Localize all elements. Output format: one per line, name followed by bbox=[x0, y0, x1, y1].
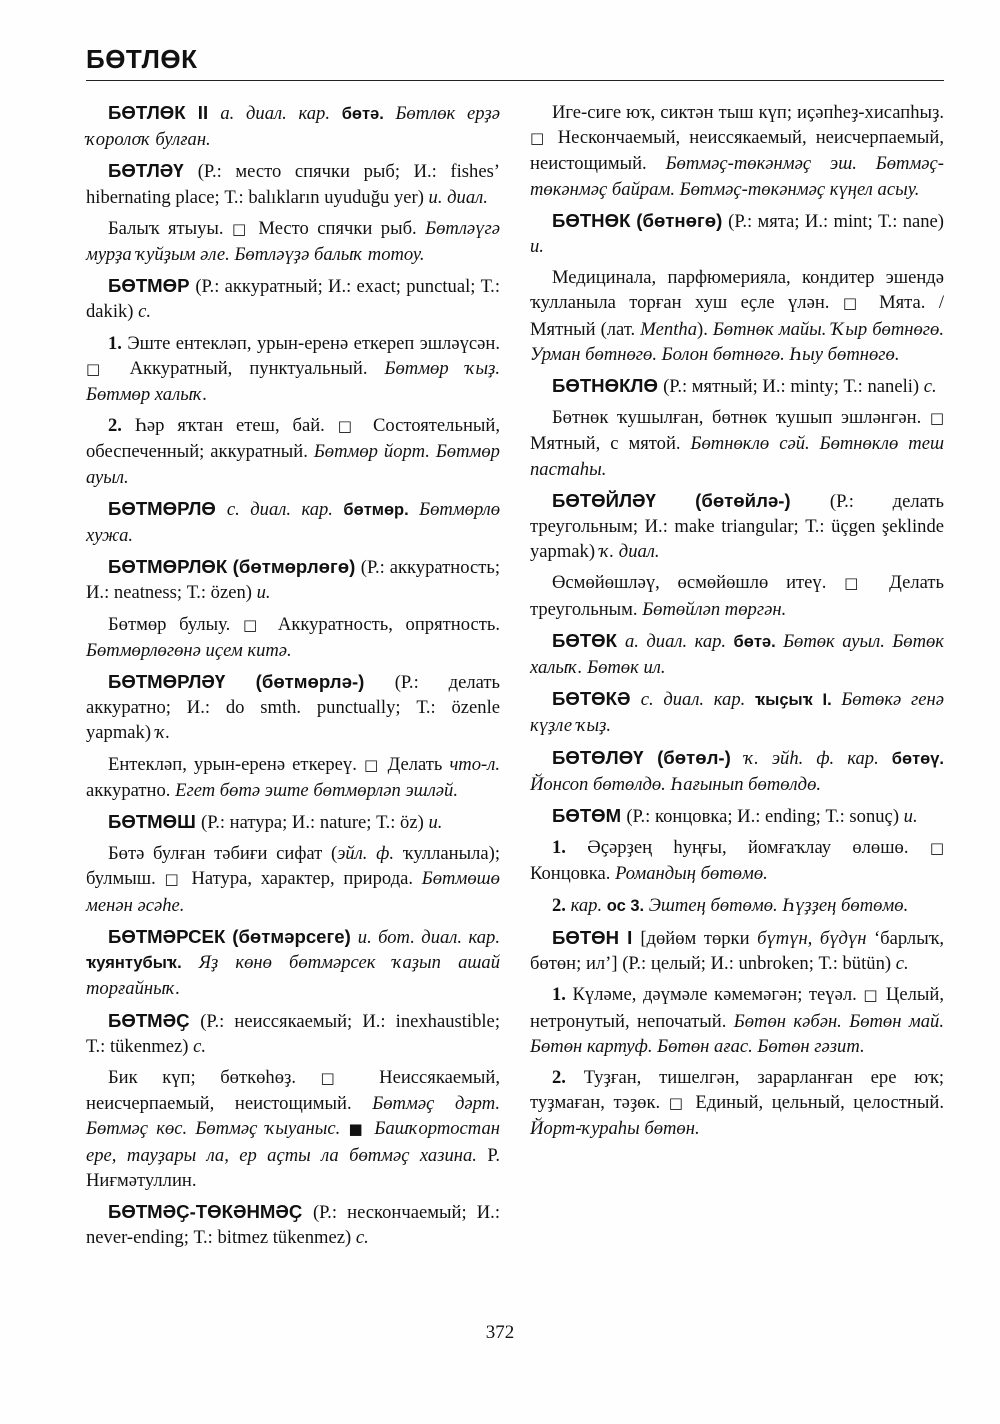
italic-text: Бөтмәҫ-төкәнмәҫ эш. Бөтмәҫ-төкәнмәҫ байрам. Бөтмәҫ-төкәнмәҫ күңел асыу. bbox=[530, 153, 945, 200]
dictionary-paragraph bbox=[86, 669, 500, 746]
translation-marker-icon: □ bbox=[337, 417, 361, 436]
headword: БӨТНӨК (бөтнөгө) bbox=[552, 209, 729, 231]
dictionary-paragraph bbox=[86, 496, 500, 548]
page-number: 372 bbox=[485, 1322, 515, 1343]
cross-reference: ос 3. bbox=[606, 896, 649, 915]
translation-marker-icon: □ bbox=[232, 219, 250, 238]
headword: БӨТМӨРЛӨК (бөтмөрлөгө) bbox=[108, 556, 361, 578]
headword: БӨТЛӘҮ bbox=[108, 160, 198, 182]
body-text: Һәр яҡтан етеш, бай. bbox=[121, 415, 338, 437]
dictionary-paragraph bbox=[86, 331, 500, 408]
body-text: Өсмөйөшләү, өсмөйөшлө итеү. bbox=[552, 572, 845, 594]
dictionary-paragraph bbox=[530, 405, 944, 482]
translation-marker-icon: □ bbox=[320, 1068, 355, 1087]
body-text: Делать треугольным. bbox=[530, 572, 944, 620]
cross-reference: бөтә. bbox=[733, 632, 784, 651]
body-text: Әҫәрҙең һуңғы, йомғаҡлау өлөшө. bbox=[565, 837, 930, 859]
translation-marker-icon: □ bbox=[164, 870, 183, 889]
body-text: Бөтнөк ҡушылған, бөтнөк ҡушып эшләнгән. bbox=[552, 407, 930, 429]
headword: БӨТЛӨК II bbox=[108, 102, 221, 123]
dictionary-paragraph bbox=[86, 554, 500, 605]
body-text: Иге-сиге юҡ, сиктән тыш күп; иҫәпһеҙ-хисапһыҙ. bbox=[552, 102, 944, 123]
italic-text: и. bbox=[256, 582, 271, 604]
italic-text: Бөтмөр йорт. Бөтмөр ауыл. bbox=[86, 441, 500, 488]
translation-marker-icon: □ bbox=[842, 294, 866, 313]
headword: БӨТӨК bbox=[552, 629, 625, 651]
body-text: Мята. / Мятный (лат. bbox=[530, 292, 944, 340]
dictionary-paragraph bbox=[530, 686, 944, 738]
body-text: Эште ентекләп, урын-еренә еткереп эшләүсән. bbox=[121, 332, 500, 354]
body-text: Неиссякаемый, неисчерпаемый, неистощимый. bbox=[86, 1066, 500, 1115]
dictionary-paragraph bbox=[86, 1008, 500, 1059]
body-text: Туҙған, тишелгән, зарарланған ере юҡ; туҙмаған, тәҙөк. bbox=[530, 1066, 944, 1114]
headword: БӨТМӘҪ-ТӨКӘНМӘҪ bbox=[108, 1200, 313, 1222]
sense-number: 1. bbox=[552, 837, 566, 859]
headword: БӨТМӘРСЕК (бөтмәрсеге) bbox=[108, 925, 358, 947]
body-text: Делать bbox=[380, 753, 450, 775]
sense-number: 2. bbox=[552, 894, 566, 916]
cross-reference: бөтмөр. bbox=[343, 500, 420, 519]
italic-text: ҡ. диал. bbox=[599, 541, 660, 563]
headword: БӨТӨМ bbox=[552, 805, 627, 827]
translation-marker-icon: □ bbox=[242, 615, 266, 634]
header-rule bbox=[86, 80, 944, 81]
body-text: Ентекләп, урын-еренә еткереү. bbox=[108, 753, 364, 775]
italic-text: с. bbox=[193, 1035, 206, 1057]
dictionary-paragraph bbox=[86, 924, 500, 1002]
italic-text: Бөтөйләп төргән. bbox=[642, 598, 787, 620]
translation-marker-icon: □ bbox=[929, 409, 944, 428]
body-text: Целый, нетронутый, непочатый. bbox=[530, 984, 944, 1032]
italic-text: Бөтнөк майы. Ҡыр бөтнөгө. Урман бөтнөгө. Болон бөтнөгө. Һыу бөтнөгө. bbox=[530, 318, 944, 365]
italic-text: ҡ. эйһ. ф. кар. bbox=[744, 747, 892, 769]
body-text: Концовка. bbox=[530, 863, 616, 885]
body-text: Медицинала, парфюмерияла, кондитер эшендә ҡулланыла торған хуш еҫле үлән. bbox=[530, 267, 944, 314]
body-text: (Р.: аккуратный; И.: exact; punctual; Т.: dakik) bbox=[86, 276, 500, 323]
cross-reference: ҡыҫыҡ I. bbox=[754, 691, 842, 710]
dictionary-paragraph bbox=[86, 1065, 500, 1193]
translation-marker-icon: □ bbox=[929, 839, 944, 858]
body-text: Единый, цельный, целостный. bbox=[686, 1092, 944, 1114]
body-text: Место спячки рыб. bbox=[249, 217, 426, 239]
sense-number: 1. bbox=[552, 984, 566, 1006]
dictionary-paragraph bbox=[86, 100, 500, 152]
right-column bbox=[530, 100, 944, 1148]
body-text: (Р.: натура; И.: nature; Т.: öz) bbox=[201, 812, 429, 834]
headword: БӨТМӘҪ bbox=[108, 1009, 201, 1031]
quotation-marker-icon: ■ bbox=[348, 1120, 367, 1139]
body-text: Мятный, с мятой. bbox=[530, 433, 691, 455]
italic-text: Бөтмөр ҡыҙ. Бөтмөр халыҡ. bbox=[86, 357, 500, 406]
translation-marker-icon: □ bbox=[668, 1094, 687, 1113]
sense-number: 1. bbox=[108, 332, 122, 354]
body-text: (Р.: мята; И.: mint; Т.: nane) bbox=[728, 210, 944, 232]
italic-text: Бөтмөрлө хужа. bbox=[86, 498, 500, 547]
headword: БӨТМӨРЛӨ bbox=[108, 497, 227, 519]
body-text: (Р.: неиссякаемый; И.: inexhaustible; Т.: tükenmez) bbox=[86, 1010, 500, 1057]
dictionary-paragraph bbox=[530, 628, 944, 680]
italic-text: Бөтлөк ерҙә ҡоролоҡ булған. bbox=[86, 103, 501, 151]
cross-reference: бөтә. bbox=[341, 105, 396, 123]
body-text: Р. Ниғмәтуллин. bbox=[86, 1144, 500, 1191]
body-text: (Р.: делать аккуратно; И.: do smth. punctually; Т.: özenle yapmak) bbox=[86, 672, 500, 744]
translation-marker-icon: □ bbox=[844, 574, 872, 593]
italic-text: бүтүн, бүдүн bbox=[757, 927, 867, 949]
body-text: Бөтмөр булыу. bbox=[108, 613, 243, 635]
dictionary-paragraph bbox=[530, 208, 944, 259]
body-text: Бик күп; бөткөһөҙ. bbox=[108, 1066, 321, 1088]
dictionary-paragraph bbox=[86, 809, 500, 835]
headword: БӨТНӨКЛӨ bbox=[552, 375, 664, 397]
translation-marker-icon: □ bbox=[863, 986, 880, 1005]
italic-text: с. bbox=[138, 301, 152, 323]
headword: БӨТӨН I bbox=[552, 926, 641, 948]
italic-text: и. bbox=[530, 236, 544, 258]
body-text: (Р.: нескончаемый; И.: never-ending; Т.: bitmez tükenmez) bbox=[86, 1201, 500, 1249]
italic-text: и. bbox=[903, 806, 918, 828]
body-text: ‘барлыҡ, бөтөн; ил’] (Р.: целый; И.: unbroken; Т.: bütün) bbox=[530, 927, 945, 975]
body-text: Балыҡ ятыуы. bbox=[108, 217, 232, 239]
body-text: Натура, характер, природа. bbox=[182, 868, 422, 890]
headword: БӨТӨЛӨҮ (бөтөл-) bbox=[552, 746, 745, 768]
running-head: БӨТЛӨК bbox=[86, 44, 198, 74]
body-text: Нескончаемый, неиссякаемый, неисчерпаемый, неистощимый. bbox=[530, 127, 944, 175]
dictionary-paragraph bbox=[86, 273, 500, 324]
translation-marker-icon: □ bbox=[530, 129, 549, 148]
left-column bbox=[86, 100, 500, 1256]
italic-text: Эштең бөтөмө. Һүҙҙең бөтөмө. bbox=[648, 894, 909, 916]
italic-text: а. диал. кар. bbox=[624, 630, 734, 652]
dictionary-paragraph bbox=[86, 752, 500, 803]
italic-text: а. диал. кар. bbox=[220, 103, 342, 124]
dictionary-paragraph bbox=[530, 570, 944, 621]
body-text: аккуратно. bbox=[86, 779, 176, 801]
italic-text: с. bbox=[895, 953, 909, 975]
body-text: Аккуратный, пунктуальный. bbox=[112, 357, 385, 379]
italic-text: ҡ. bbox=[155, 722, 171, 744]
italic-text: с. диал. кар. bbox=[640, 689, 755, 711]
italic-text: Бөтөкә генә күҙле ҡыҙ. bbox=[530, 689, 944, 737]
dictionary-paragraph bbox=[86, 216, 500, 267]
headword: БӨТӨЙЛӘҮ (бөтөйлә-) bbox=[552, 489, 830, 511]
dictionary-paragraph bbox=[530, 835, 944, 886]
italic-text: Бөтмөрлөгөнә иҫем китә. bbox=[86, 639, 292, 661]
dictionary-paragraph bbox=[530, 373, 944, 399]
italic-text: и. bbox=[428, 812, 443, 834]
body-text: Күләме, дәүмәле кәмемәгән; теүәл. bbox=[565, 984, 864, 1006]
body-text: (Р.: концовка; И.: ending; Т.: sonuç) bbox=[626, 806, 904, 828]
body-text: [дөйөм төрки bbox=[640, 927, 758, 949]
italic-text: с. диал. кар. bbox=[226, 498, 344, 520]
italic-text: Бөтөк ауыл. Бөтөк халыҡ. Бөтөк ил. bbox=[530, 630, 945, 679]
body-text: (Р.: мятный; И.: minty; Т.: naneli) bbox=[663, 376, 924, 398]
dictionary-paragraph bbox=[86, 1199, 500, 1250]
italic-text: Йонсоп бөтөлдө. Һағынып бөтөлдө. bbox=[530, 773, 822, 795]
translation-marker-icon: □ bbox=[86, 359, 113, 378]
italic-text: Егет бөтә эште бөтмөрләп эшләй. bbox=[175, 779, 459, 801]
dictionary-paragraph bbox=[86, 612, 500, 663]
dictionary-paragraph bbox=[530, 745, 944, 797]
italic-text: Бөтнөклө сәй. Бөтнөклө теш пастаһы. bbox=[530, 433, 944, 480]
body-text: Состоятельный, обеспеченный; аккуратный. bbox=[86, 415, 500, 463]
sense-number: 2. bbox=[552, 1066, 566, 1088]
headword: БӨТМӨР bbox=[108, 275, 196, 297]
italic-text: с. bbox=[923, 376, 937, 398]
body-text: (Р.: делать треугольным; И.: make triangular; Т.: üçgen şeklinde yapmak) bbox=[530, 490, 944, 563]
cross-reference: ҡуянтубыҡ. bbox=[86, 954, 199, 973]
translation-marker-icon: □ bbox=[363, 755, 381, 774]
dictionary-paragraph bbox=[530, 925, 944, 976]
body-text: (Р.: место спячки рыб; И.: fishes’ hibernating place; Т.: balıkların uyuduğu yer) bbox=[86, 161, 500, 208]
italic-text: Бөтләүгә мурҙа ҡуйҙым әле. Бөтләүҙә балыҡ тотоу. bbox=[86, 217, 500, 266]
italic-text: и. диал. bbox=[428, 186, 488, 208]
headword: БӨТМӨРЛӘҮ (бөтмөрлә-) bbox=[108, 671, 395, 693]
italic-text: Башҡортостан ере, тауҙары ла, ер аҫты ла бөтмәҫ хазина. bbox=[86, 1118, 500, 1166]
body-text: Аккуратность, опрятность. bbox=[265, 613, 500, 635]
dictionary-paragraph bbox=[530, 893, 944, 919]
italic-text: с. bbox=[355, 1227, 369, 1249]
italic-text: что-л. bbox=[449, 753, 500, 775]
dictionary-paragraph bbox=[530, 1065, 944, 1142]
dictionary-paragraph bbox=[530, 100, 944, 202]
italic-text: эйл. ф. bbox=[337, 843, 395, 865]
dictionary-paragraph bbox=[530, 982, 944, 1059]
dictionary-paragraph bbox=[530, 265, 944, 367]
cross-reference: бөтөү. bbox=[891, 749, 944, 768]
dictionary-paragraph bbox=[530, 488, 944, 565]
italic-text: кар. bbox=[570, 894, 603, 916]
dictionary-paragraph bbox=[86, 841, 500, 918]
dictionary-paragraph bbox=[530, 803, 944, 829]
italic-text: Бөтмәҫ дәрт. Бөтмәҫ көс. Бөтмәҫ ҡыуаныс. bbox=[86, 1093, 500, 1140]
italic-text: Бөтөн кәбән. Бөтөн май. Бөтөн картуф. Бөтөн ағас. Бөтөн гәзит. bbox=[530, 1010, 944, 1057]
headword: БӨТМӨШ bbox=[108, 811, 201, 833]
body-text: ҡулланыла); булмыш. bbox=[86, 843, 500, 890]
dictionary-paragraph bbox=[86, 413, 500, 490]
italic-text: и. бот. диал. кар. bbox=[357, 926, 500, 948]
italic-text: Романдың бөтөмө. bbox=[615, 863, 768, 885]
dictionary-paragraph bbox=[86, 158, 500, 209]
italic-text: Йорт-ҡураһы бөтөн. bbox=[530, 1118, 700, 1140]
sense-number: 2. bbox=[108, 415, 122, 437]
italic-text: Яҙ көнө бөтмәрсек ҡаҙып ашай торғайныҡ. bbox=[86, 952, 500, 1000]
italic-text: Mentha bbox=[640, 318, 697, 340]
headword: БӨТӨКӘ bbox=[552, 688, 641, 710]
italic-text: Бөтмөшө менән әсәһе. bbox=[86, 868, 500, 916]
body-text: (Р.: аккуратность; И.: neatness; Т.: özen) bbox=[86, 557, 501, 604]
body-text: Бөтә булған тәбиғи сифат ( bbox=[108, 843, 338, 865]
body-text: ). bbox=[697, 318, 713, 340]
